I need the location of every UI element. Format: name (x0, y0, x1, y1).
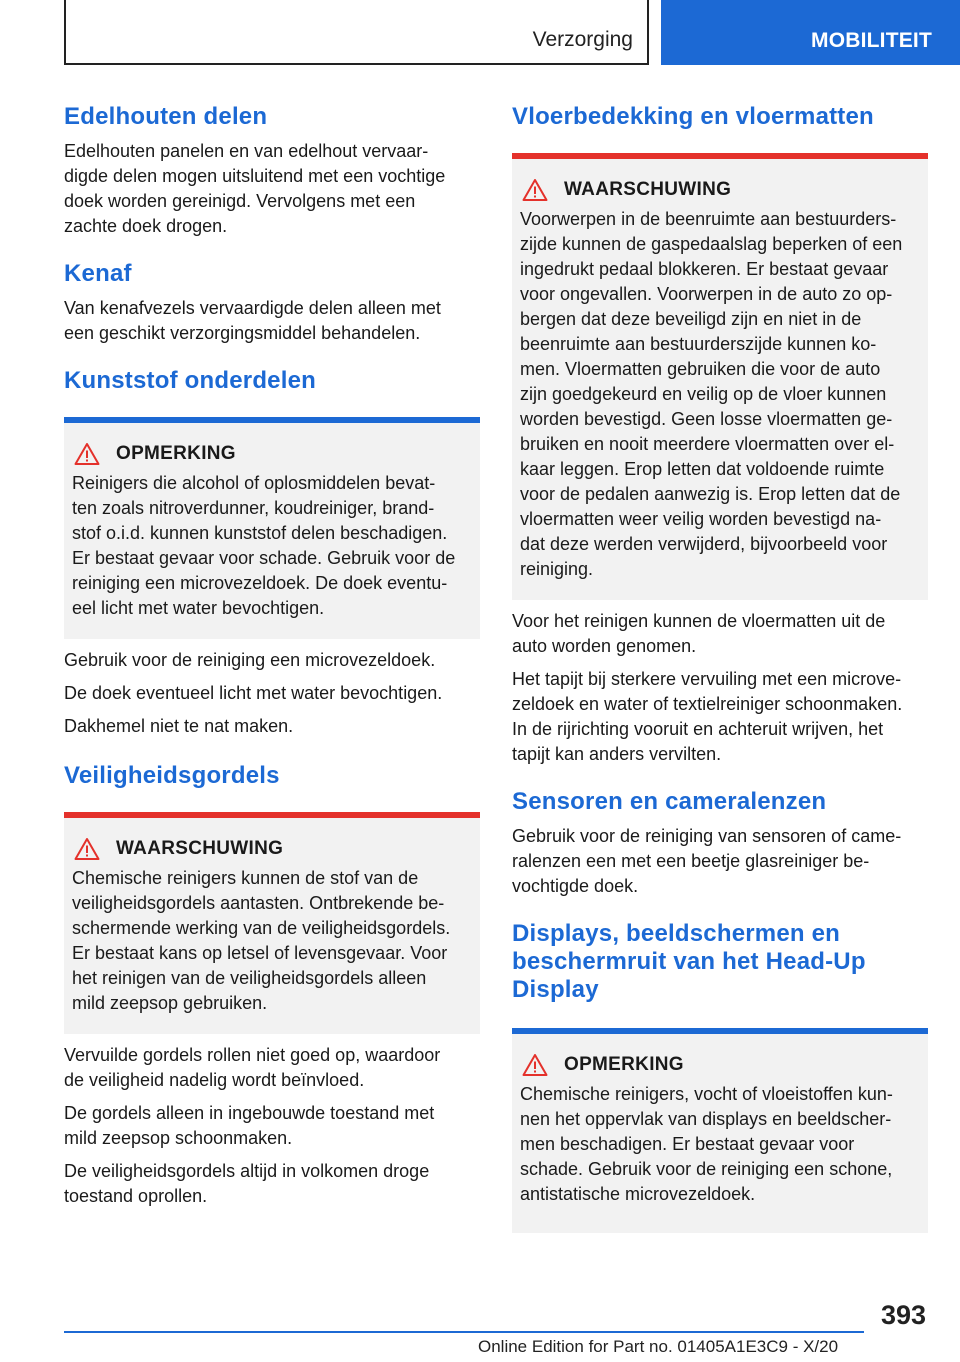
section-sensoren (512, 788, 928, 899)
section-edelhout (64, 103, 480, 239)
notice-text (72, 471, 472, 621)
text-line: Van kenafvezels vervaardigde delen alleen met (64, 298, 441, 318)
notice-title: OPMERKING (564, 1054, 684, 1075)
kunststof-para-3: Dakhemel niet te nat maken. (64, 716, 294, 736)
warning-triangle-icon (74, 837, 100, 861)
heading-line: Displays, beeldschermen en (512, 920, 841, 947)
text-line: Voor het reinigen kunnen de vloermatten uit de (512, 611, 886, 631)
footer-divider (64, 1331, 864, 1333)
text-line: veiligheidsgordels aantasten. Ontbrekende be- (72, 893, 445, 913)
notice-title: WAARSCHUWING (116, 838, 284, 859)
text-line: kaar leggen. Erop letten dat voldoende ruimte (520, 459, 885, 479)
text-line: mild zeepsop gebruiken. (72, 993, 268, 1013)
section-kenaf (64, 260, 480, 346)
heading-line: beschermruit van het Head-Up (512, 948, 866, 975)
text-line: antistatische microvezeldoek. (520, 1184, 756, 1204)
text-line: zijde kunnen de gaspedaalslag beperken of een (520, 234, 903, 254)
warning-triangle-icon (74, 442, 100, 466)
text-line: stof o.i.d. kunnen kunststof delen beschadigen. (72, 523, 448, 543)
warning-triangle-icon (522, 1053, 548, 1077)
warning-triangle-icon (522, 178, 548, 202)
header-section-tab (64, 0, 649, 65)
text-line: Chemische reinigers kunnen de stof van de (72, 868, 419, 888)
notice-box-opmerking (64, 417, 480, 639)
heading-gordels: Veiligheidsgordels (64, 762, 280, 789)
text-line: men. Vloermatten gebruiken die voor de auto (520, 359, 881, 379)
text-line: vloermatten weer veilig worden bevestigd na- (520, 509, 882, 529)
heading-sensoren: Sensoren en cameralenzen (512, 788, 827, 815)
chapter-title: MOBILITEIT (811, 29, 932, 52)
heading-vloer: Vloerbedekking en vloermatten (512, 103, 874, 130)
text-line: mild zeepsop schoonmaken. (64, 1128, 293, 1148)
text-line: ingedrukt pedaal blokkeren. Er bestaat gevaar (520, 259, 889, 279)
text-line: reiniging. (520, 559, 594, 579)
notice-header (520, 177, 920, 203)
notice-text (520, 207, 920, 582)
page-number: 393 (880, 1300, 926, 1330)
header-chapter-tab (661, 0, 960, 65)
notice-title: WAARSCHUWING (564, 179, 732, 200)
text-line: reiniging een microvezeldoek. De doek eventu- (72, 573, 448, 593)
heading-line: Display (512, 976, 599, 1003)
notice-header (520, 1052, 920, 1078)
text-line: Edelhouten panelen en van edelhout vervaar- (64, 141, 429, 161)
text-line: bruiken en nooit meerdere vloermatten over el- (520, 434, 895, 454)
heading-displays (512, 920, 928, 1004)
text-line: zachte doek drogen. (64, 216, 228, 236)
vloer-para-2 (512, 667, 928, 767)
text-line: Voorwerpen in de beenruimte aan bestuurders- (520, 209, 897, 229)
gordels-para-2 (64, 1101, 480, 1151)
sensoren-text (512, 824, 928, 899)
text-line: ralenzen een met een beetje glasreiniger be- (512, 851, 870, 871)
notice-text (520, 1082, 920, 1215)
heading-edelhout: Edelhouten delen (64, 103, 268, 130)
right-column (512, 100, 928, 1233)
text-line: eel licht met water bevochtigen. (72, 598, 325, 618)
notice-header (72, 836, 472, 862)
text-line: Er bestaat gevaar voor schade. Gebruik voor de (72, 548, 456, 568)
text-line: De gordels alleen in ingebouwde toestand met (64, 1103, 435, 1123)
gordels-para-1 (64, 1043, 480, 1093)
text-line: worden bevestigd. Geen losse vloermatten ge- (520, 409, 893, 429)
notice-box-waarschuwing (512, 153, 928, 600)
text-line: Chemische reinigers, vocht of vloeistoffen kun- (520, 1084, 893, 1104)
vloer-para-1 (512, 609, 928, 659)
section-displays (512, 920, 928, 1233)
text-line: zeldoek en water of textielreiniger schoonmaken. (512, 694, 903, 714)
text-line: In de rijrichting vooruit en achteruit wrijven, het (512, 719, 884, 739)
notice-title: OPMERKING (116, 443, 236, 464)
kenaf-text (64, 296, 480, 346)
text-line: zijn goedgekeurd en veilig op de vloer kunnen (520, 384, 887, 404)
text-line: Reinigers die alcohol of oplosmiddelen bevat- (72, 473, 436, 493)
section-kunststof (64, 367, 480, 739)
text-line: de veiligheid nadelig wordt beïnvloed. (64, 1070, 365, 1090)
edelhout-text (64, 139, 480, 239)
gordels-para-3 (64, 1159, 480, 1209)
text-line: Er bestaat kans op letsel of levensgevaar. Voor (72, 943, 448, 963)
notice-text (72, 866, 472, 1016)
text-line: doek worden gereinigd. Vervolgens met een (64, 191, 416, 211)
text-line: beenruimte aan bestuurderszijde kunnen ko- (520, 334, 877, 354)
kunststof-para-1: Gebruik voor de reiniging een microvezeldoek. (64, 650, 436, 670)
text-line: voor ongevallen. Voorwerpen in de auto zo op- (520, 284, 893, 304)
text-line: digde delen mogen uitsluitend met een vochtige (64, 166, 446, 186)
text-line: auto worden genomen. (512, 636, 697, 656)
notice-header (72, 441, 472, 467)
footer-edition: Online Edition for Part no. 01405A1E3C9 - X/20 (478, 1337, 839, 1356)
notice-box-waarschuwing (64, 812, 480, 1034)
heading-kunststof: Kunststof onderdelen (64, 367, 317, 394)
text-line: schade. Gebruik voor de reiniging een schone, (520, 1159, 893, 1179)
left-column (64, 100, 480, 1209)
section-title: Verzorging (532, 28, 633, 51)
text-line: dat deze werden verwijderd, bijvoorbeeld voor (520, 534, 888, 554)
text-line: De veiligheidsgordels altijd in volkomen droge (64, 1161, 430, 1181)
text-line: ten zoals nitroverdunner, koudreiniger, brand- (72, 498, 435, 518)
kunststof-para-2: De doek eventueel licht met water bevochtigen. (64, 683, 443, 703)
section-gordels (64, 762, 480, 1209)
notice-box-opmerking (512, 1028, 928, 1233)
text-line: Vervuilde gordels rollen niet goed op, waardoor (64, 1045, 441, 1065)
heading-kenaf: Kenaf (64, 260, 132, 287)
text-line: nen het oppervlak van displays en beeldscher- (520, 1109, 892, 1129)
text-line: het reinigen van de veiligheidsgordels alleen (72, 968, 427, 988)
section-vloer (512, 103, 928, 767)
text-line: voor de pedalen aanwezig is. Erop letten dat de (520, 484, 901, 504)
text-line: vochtigde doek. (512, 876, 639, 896)
text-line: schermende werking van de veiligheidsgordels. (72, 918, 451, 938)
text-line: toestand oprollen. (64, 1186, 208, 1206)
text-line: Het tapijt bij sterkere vervuiling met een microve- (512, 669, 902, 689)
text-line: een geschikt verzorgingsmiddel behandelen. (64, 323, 421, 343)
text-line: tapijt kan anders vervilten. (512, 744, 722, 764)
text-line: men beschadigen. Er bestaat gevaar voor (520, 1134, 855, 1154)
text-line: Gebruik voor de reiniging van sensoren of came- (512, 826, 902, 846)
text-line: bergen dat deze beveiligd zijn en niet in de (520, 309, 862, 329)
